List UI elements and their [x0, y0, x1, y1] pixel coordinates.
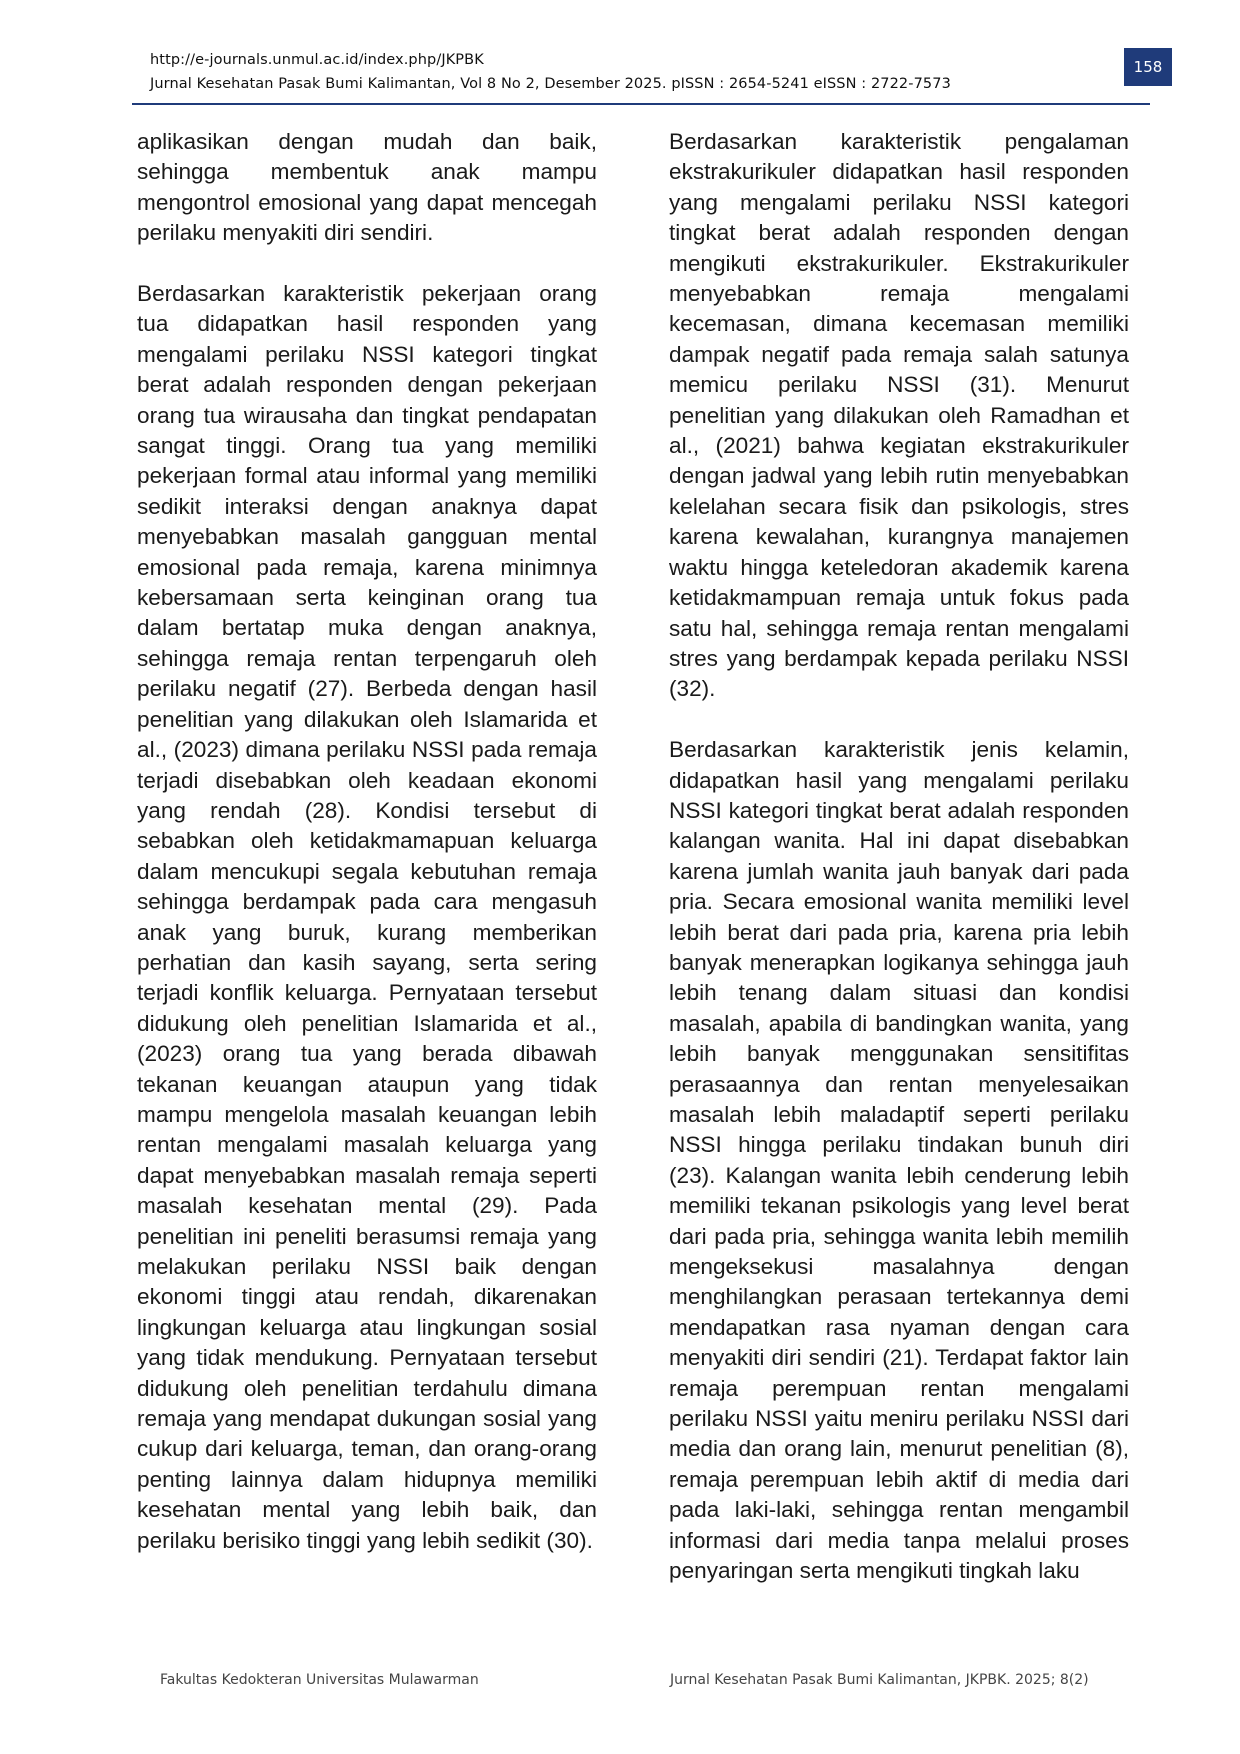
paragraph: Berdasarkan karakteristik jenis kelamin, didapatkan hasil yang mengalami perilaku NSSI kategori tingkat berat adalah responden kalangan wanita. Hal ini dapat disebabkan karena jumlah wanita jauh banyak dari pada pria. Secara emosional wanita memiliki level lebih berat dari pada pria, karena pria lebih banyak menerapkan logikanya sehingga jauh lebih tenang dalam situasi dan kondisi masalah, apabila di bandingkan wanita, yang lebih banyak menggunakan sensitifitas perasaannya dan rentan menyelesaikan masalah lebih maladaptif seperti perilaku NSSI hingga perilaku tindakan bunuh diri (23). Kalangan wanita lebih cenderung lebih memiliki tekanan psikologis yang level berat dari pada pria, sehingga wanita lebih memilih mengeksekusi masalahnya dengan menghilangkan perasaan tertekannya demi mendapatkan rasa nyaman dengan cara menyakiti diri sendiri (21). Terdapat faktor lain remaja perempuan rentan mengalami perilaku NSSI yaitu meniru perilaku NSSI dari media dan orang lain, menurut penelitian (8), remaja perempuan lebih aktif di media dari pada laki-laki, sehingga rentan mengambil informasi dari media tanpa melalui proses penyaringan serta mengikuti tingkah laku: [669, 737, 1129, 1584]
page-number-badge: 158: [1124, 48, 1172, 86]
running-header: [150, 52, 1140, 92]
footer-journal-citation: Jurnal Kesehatan Pasak Bumi Kalimantan, JKPBK. 2025; 8(2): [670, 1672, 1089, 1688]
right-column: [669, 127, 1129, 1586]
paragraph: Berdasarkan karakteristik pengalaman ekstrakurikuler didapatkan hasil responden yang mengalami perilaku NSSI kategori tingkat berat adalah responden dengan mengikuti ekstrakurikuler. Ekstrakurikuler menyebabkan remaja mengalami kecemasan, dimana kecemasan memiliki dampak negatif pada remaja salah satunya memicu perilaku NSSI (31). Menurut penelitian yang dilakukan oleh Ramadhan et al., (2021) bahwa kegiatan ekstrakurikuler dengan jadwal yang lebih rutin menyebabkan kelelahan secara fisik dan psikologis, stres karena kewalahan, kurangnya manajemen waktu hingga keteledoran akademik karena ketidakmampuan remaja untuk fokus pada satu hal, sehingga remaja rentan mengalami stres yang berdampak kepada perilaku NSSI (32).: [669, 129, 1129, 702]
journal-citation-line: Jurnal Kesehatan Pasak Bumi Kalimantan, Vol 8 No 2, Desember 2025. pISSN : 2654-5241 eISSN : 2722-7573: [150, 76, 951, 92]
left-column: [137, 127, 597, 1556]
footer-institution: Fakultas Kedokteran Universitas Mulawarman: [160, 1672, 479, 1688]
paragraph: Berdasarkan karakteristik pekerjaan orang tua didapatkan hasil responden yang mengalami perilaku NSSI kategori tingkat berat adalah responden dengan pekerjaan orang tua wirausaha dan tingkat pendapatan sangat tinggi. Orang tua yang memiliki pekerjaan formal atau informal yang memiliki sedikit interaksi dengan anaknya dapat menyebabkan masalah gangguan mental emosional pada remaja, karena minimnya kebersamaan serta keinginan orang tua dalam bertatap muka dengan anaknya, sehingga remaja rentan terpengaruh oleh perilaku negatif (27). Berbeda dengan hasil penelitian yang dilakukan oleh Islamarida et al., (2023) dimana perilaku NSSI pada remaja terjadi disebabkan oleh keadaan ekonomi yang rendah (28). Kondisi tersebut di sebabkan oleh ketidakmamapuan keluarga dalam mencukupi segala kebutuhan remaja sehingga berdampak pada cara mengasuh anak yang buruk, kurang memberikan perhatian dan kasih sayang, serta sering terjadi konflik keluarga. Pernyataan tersebut didukung oleh penelitian Islamarida et al., (2023) orang tua yang berada dibawah tekanan keuangan ataupun yang tidak mampu mengelola masalah keuangan lebih rentan mengalami masalah keluarga yang dapat menyebabkan masalah remaja seperti masalah kesehatan mental (29). Pada penelitian ini peneliti berasumsi remaja yang melakukan perilaku NSSI baik dengan ekonomi tinggi atau rendah, dikarenakan lingkungan keluarga atau lingkungan sosial yang tidak mendukung. Pernyataan tersebut didukung oleh penelitian terdahulu dimana remaja yang mendapat dukungan sosial yang cukup dari keluarga, teman, dan orang-orang penting lainnya dalam hidupnya memiliki kesehatan mental yang lebih baik, dan perilaku berisiko tinggi yang lebih sedikit (30).: [137, 281, 597, 1553]
journal-url: http://e-journals.unmul.ac.id/index.php/JKPBK: [150, 52, 484, 68]
paragraph: aplikasikan dengan mudah dan baik, sehingga membentuk anak mampu mengontrol emosional yang dapat mencegah perilaku menyakiti diri sendiri.: [137, 129, 597, 246]
header-divider: [132, 103, 1150, 105]
